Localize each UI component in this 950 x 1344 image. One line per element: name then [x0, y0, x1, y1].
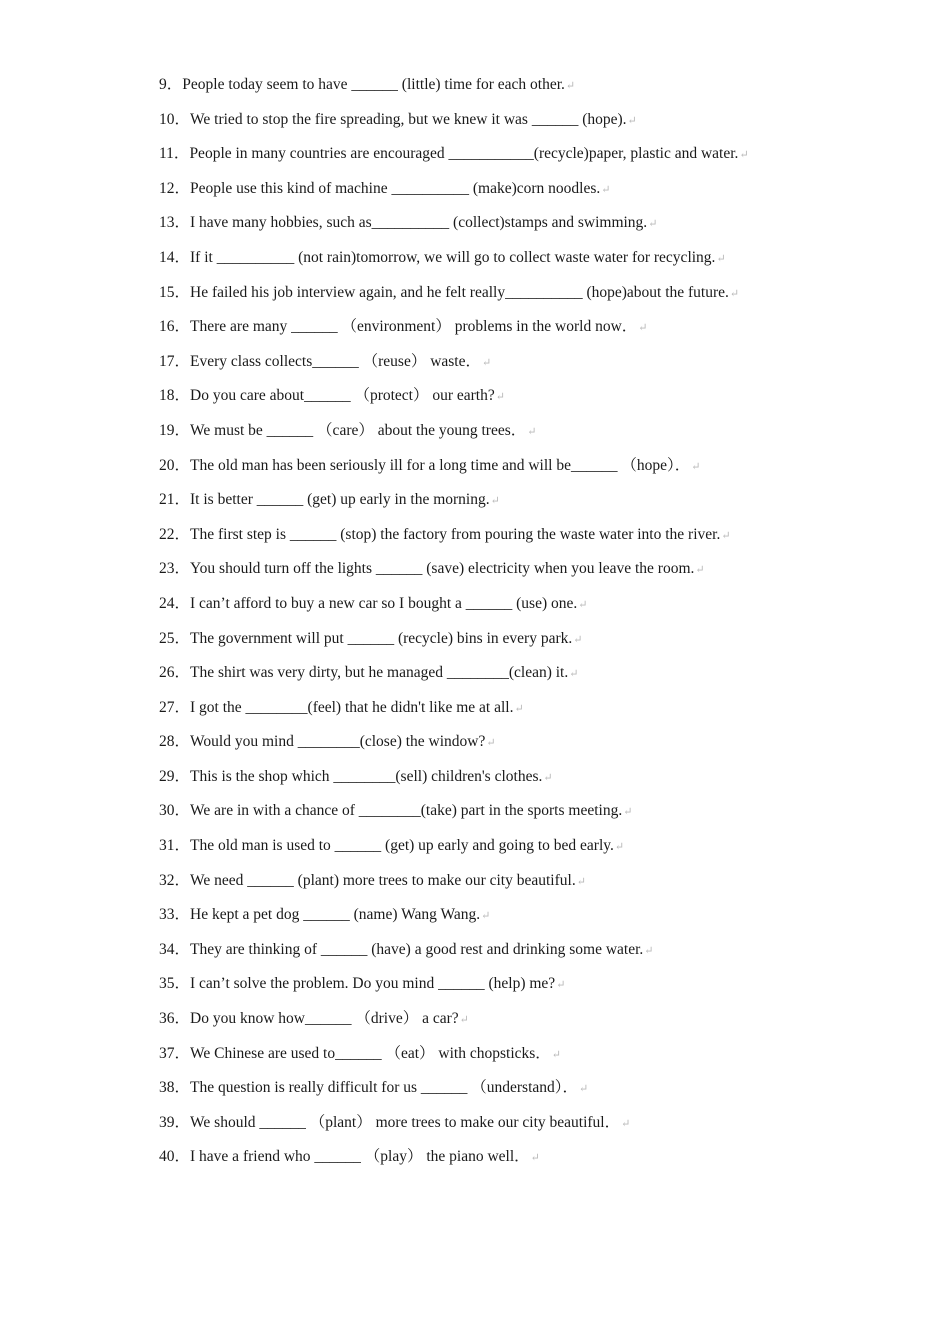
question-number: 40． [159, 1148, 191, 1166]
question-text: We need ______ (plant) more trees to make our city beautiful. [190, 871, 576, 889]
question-number: 12． [159, 179, 191, 197]
question-number: 38． [159, 1079, 191, 1097]
paragraph-mark: ↵ [514, 702, 524, 715]
paragraph-mark: ↵ [530, 1152, 540, 1165]
question-text: We are in with a chance of ________(take) part in the sports meeting. [190, 802, 623, 820]
question-number: 20． [159, 456, 191, 474]
paragraph-mark: ↵ [486, 737, 496, 750]
paragraph-mark: ↵ [638, 322, 648, 335]
question-number: 32． [159, 871, 191, 889]
paragraph-mark: ↵ [623, 806, 633, 819]
paragraph-mark: ↵ [578, 598, 588, 611]
question-text: We Chinese are used to______ （eat） with chopsticks． [190, 1044, 551, 1062]
question-text: This is the shop which ________(sell) children's clothes. [190, 767, 543, 785]
paragraph-mark: ↵ [576, 875, 586, 888]
question-number: 9． [159, 76, 183, 93]
paragraph-mark: ↵ [601, 183, 611, 196]
question-item [159, 384, 859, 419]
question-item [159, 177, 859, 212]
paragraph-mark: ↵ [481, 910, 491, 923]
paragraph-mark: ↵ [527, 425, 537, 438]
question-item [159, 419, 859, 454]
question-number: 14． [159, 248, 191, 266]
question-item [159, 350, 859, 385]
question-text: I have many hobbies, such as__________ (collect)stamps and swimming. [190, 214, 648, 232]
question-number: 25． [159, 629, 191, 647]
question-text: Do you care about______ （protect） our earth? [190, 387, 495, 405]
question-item [159, 661, 859, 696]
paragraph-mark: ↵ [573, 633, 583, 646]
paragraph-mark: ↵ [621, 1117, 631, 1130]
question-number: 22． [159, 525, 191, 543]
question-text: People today seem to have ______ (little) time for each other. [182, 76, 565, 93]
paragraph-mark: ↵ [739, 149, 749, 162]
paragraph-mark: ↵ [627, 114, 637, 127]
question-number: 16． [159, 318, 191, 336]
question-text: They are thinking of ______ (have) a good rest and drinking some water. [190, 940, 644, 958]
question-item [159, 488, 859, 523]
question-number: 36． [159, 1010, 191, 1028]
question-number: 19． [159, 421, 191, 439]
question-number: 34． [159, 940, 191, 958]
question-item [159, 108, 859, 143]
question-number: 35． [159, 975, 191, 993]
paragraph-mark: ↵ [569, 668, 579, 681]
question-text: People in many countries are encouraged ___________(recycle)paper, plastic and water. [189, 145, 739, 163]
question-item [159, 211, 859, 246]
paragraph-mark: ↵ [716, 252, 726, 265]
question-text: We must be ______ （care） about the young trees． [190, 421, 527, 439]
question-number: 21． [159, 491, 191, 509]
question-item [159, 1007, 859, 1042]
paragraph-mark: ↵ [565, 80, 576, 92]
paragraph-mark: ↵ [482, 356, 492, 369]
question-text: Every class collects______ （reuse） waste． [190, 352, 481, 370]
question-item [159, 869, 859, 904]
question-item [159, 281, 859, 316]
question-item [159, 73, 859, 108]
question-item [159, 834, 859, 869]
question-item [159, 938, 859, 973]
paragraph-mark: ↵ [721, 529, 731, 542]
question-number: 37． [159, 1044, 191, 1062]
paragraph-mark: ↵ [644, 944, 654, 957]
question-text: The shirt was very dirty, but he managed ________(clean) it. [190, 664, 569, 682]
question-item [159, 765, 859, 800]
question-text: I have a friend who ______ （play） the piano well． [190, 1148, 530, 1166]
question-number: 27． [159, 698, 191, 716]
paragraph-mark: ↵ [695, 564, 705, 577]
question-item [159, 246, 859, 281]
question-number: 17． [159, 352, 191, 370]
question-text: The question is really difficult for us ______ （understand）． [190, 1079, 579, 1097]
question-number: 33． [159, 906, 191, 924]
question-item [159, 730, 859, 765]
question-text: He failed his job interview again, and he felt really__________ (hope)about the future. [190, 283, 729, 301]
question-number: 29． [159, 767, 191, 785]
question-text: The government will put ______ (recycle) bins in every park. [190, 629, 573, 647]
question-text: People use this kind of machine __________ (make)corn noodles. [190, 179, 601, 197]
question-text: There are many ______ （environment） problems in the world now． [190, 318, 638, 336]
question-text: Do you know how______ （drive） a car? [190, 1010, 459, 1028]
question-number: 31． [159, 837, 191, 855]
question-text: It is better ______ (get) up early in the morning. [190, 491, 490, 509]
question-item [159, 903, 859, 938]
question-item [159, 1111, 859, 1146]
question-item [159, 557, 859, 592]
question-item [159, 696, 859, 731]
question-text: He kept a pet dog ______ (name) Wang Wang. [190, 906, 481, 924]
question-item [159, 972, 859, 1007]
question-item [159, 1145, 859, 1180]
question-item [159, 523, 859, 558]
question-item [159, 592, 859, 627]
paragraph-mark: ↵ [614, 841, 625, 854]
paragraph-mark: ↵ [648, 218, 658, 231]
question-text: The old man has been seriously ill for a long time and will be______ （hope）． [190, 456, 691, 474]
paragraph-mark: ↵ [729, 287, 740, 300]
paragraph-mark: ↵ [691, 460, 701, 473]
question-number: 11． [159, 145, 190, 163]
paragraph-mark: ↵ [490, 495, 500, 508]
question-item [159, 1076, 859, 1111]
question-item [159, 799, 859, 834]
question-text: I can’t afford to buy a new car so I bought a ______ (use) one. [190, 594, 578, 612]
question-number: 24． [159, 594, 191, 612]
question-text: I can’t solve the problem. Do you mind ______ (help) me? [190, 975, 556, 993]
question-number: 26． [159, 664, 191, 682]
question-text: The first step is ______ (stop) the factory from pouring the waste water into the river. [190, 525, 721, 543]
question-number: 28． [159, 733, 191, 751]
question-number: 13． [159, 214, 191, 232]
question-number: 23． [159, 560, 191, 578]
question-item [159, 627, 859, 662]
question-number: 30． [159, 802, 191, 820]
paragraph-mark: ↵ [543, 771, 553, 784]
question-number: 15． [159, 283, 191, 301]
question-text: The old man is used to ______ (get) up early and going to bed early. [190, 837, 614, 855]
question-text: We should ______ （plant） more trees to make our city beautiful． [190, 1113, 621, 1131]
question-item [159, 454, 859, 489]
question-number: 39． [159, 1113, 191, 1131]
paragraph-mark: ↵ [551, 1048, 562, 1061]
question-text: You should turn off the lights ______ (save) electricity when you leave the room. [190, 560, 695, 578]
question-text: Would you mind ________(close) the window? [190, 733, 486, 751]
paragraph-mark: ↵ [459, 1014, 469, 1027]
question-item [159, 1042, 859, 1077]
paragraph-mark: ↵ [556, 979, 566, 992]
question-number: 10． [159, 110, 191, 128]
question-text: I got the ________(feel) that he didn't like me at all. [190, 698, 514, 716]
question-text: We tried to stop the fire spreading, but we knew it was ______ (hope). [190, 110, 627, 128]
paragraph-mark: ↵ [579, 1083, 589, 1096]
question-item [159, 315, 859, 350]
question-number: 18． [159, 387, 191, 405]
question-item [159, 142, 859, 177]
question-list [159, 73, 859, 1180]
paragraph-mark: ↵ [495, 391, 505, 404]
question-text: If it __________ (not rain)tomorrow, we will go to collect waste water for recycling. [190, 248, 716, 266]
